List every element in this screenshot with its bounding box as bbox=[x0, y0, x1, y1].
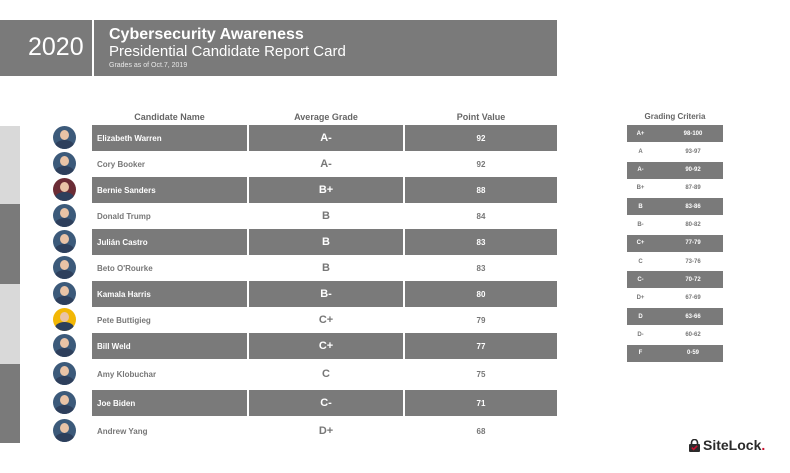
candidate-name: Cory Booker bbox=[92, 151, 247, 177]
table-row bbox=[92, 255, 557, 281]
criteria-row bbox=[627, 271, 723, 288]
sidebar-band bbox=[0, 364, 20, 443]
criteria-row bbox=[627, 143, 723, 160]
grades-date-note: Grades as of Oct.7, 2019 bbox=[109, 62, 188, 69]
column-header-grade: Average Grade bbox=[294, 112, 358, 122]
sidebar-band bbox=[0, 204, 20, 284]
criteria-row bbox=[627, 326, 723, 343]
candidate-grade: C- bbox=[249, 390, 403, 416]
criteria-row bbox=[627, 308, 723, 325]
candidate-name: Bernie Sanders bbox=[92, 177, 247, 203]
grading-criteria-title: Grading Criteria bbox=[644, 112, 706, 121]
criteria-grade: D- bbox=[637, 331, 644, 338]
bill-weld-avatar bbox=[53, 334, 76, 357]
criteria-range: 90-92 bbox=[685, 167, 701, 174]
criteria-row bbox=[627, 217, 723, 234]
candidate-grade: D+ bbox=[249, 418, 403, 444]
candidate-points: 79 bbox=[405, 307, 557, 333]
criteria-grade: B- bbox=[637, 222, 644, 228]
criteria-range: 73-76 bbox=[685, 258, 701, 265]
candidate-points: 75 bbox=[405, 361, 557, 387]
candidate-name: Andrew Yang bbox=[92, 418, 247, 444]
logo-text: SiteLock bbox=[703, 437, 762, 453]
donald-trump-avatar bbox=[53, 204, 76, 227]
candidate-name: Kamala Harris bbox=[92, 281, 247, 307]
candidate-points: 84 bbox=[405, 203, 557, 229]
table-row bbox=[92, 229, 557, 255]
candidate-grade: A- bbox=[249, 151, 403, 177]
candidate-points: 83 bbox=[405, 229, 557, 255]
table-row bbox=[92, 151, 557, 177]
candidate-grade: B bbox=[249, 203, 403, 229]
candidate-grade: B- bbox=[249, 281, 403, 307]
candidate-name: Joe Biden bbox=[92, 390, 247, 416]
criteria-range: 60-62 bbox=[685, 331, 701, 338]
candidate-points: 71 bbox=[405, 390, 557, 416]
criteria-range: 77-79 bbox=[685, 240, 701, 247]
candidate-grade: B+ bbox=[249, 177, 403, 203]
criteria-grade: B+ bbox=[636, 185, 645, 192]
criteria-grade: C- bbox=[637, 276, 644, 283]
candidate-grade: C+ bbox=[249, 307, 403, 333]
criteria-range: 87-89 bbox=[685, 185, 701, 192]
criteria-range: 63-66 bbox=[685, 313, 701, 320]
criteria-grade: B bbox=[638, 203, 643, 210]
logo-wordmark bbox=[703, 437, 765, 453]
report-subtitle: Presidential Candidate Report Card bbox=[109, 43, 346, 60]
criteria-range: 80-82 bbox=[685, 222, 701, 228]
cory-booker-avatar bbox=[53, 152, 76, 175]
criteria-row bbox=[627, 290, 723, 307]
criteria-row bbox=[627, 180, 723, 197]
criteria-range: 0-59 bbox=[686, 350, 699, 357]
report-header bbox=[0, 20, 557, 76]
andrew-yang-avatar bbox=[53, 419, 76, 442]
criteria-grade: C bbox=[638, 258, 643, 265]
criteria-grade: C+ bbox=[636, 240, 645, 247]
candidate-points: 80 bbox=[405, 281, 557, 307]
sidebar-band bbox=[0, 284, 20, 364]
table-row bbox=[92, 125, 557, 151]
criteria-row bbox=[627, 345, 723, 362]
candidate-name: Beto O'Rourke bbox=[92, 255, 247, 281]
criteria-grade: A bbox=[638, 148, 643, 155]
candidate-grade: B bbox=[249, 229, 403, 255]
criteria-grade: A+ bbox=[636, 130, 645, 137]
year-label: 2020 bbox=[28, 33, 84, 61]
table-row bbox=[92, 177, 557, 203]
criteria-grade: A- bbox=[637, 167, 644, 174]
candidate-points: 92 bbox=[405, 151, 557, 177]
criteria-range: 67-69 bbox=[685, 295, 701, 302]
criteria-grade: D+ bbox=[636, 295, 645, 302]
criteria-grade: D bbox=[638, 313, 643, 320]
candidate-name: Donald Trump bbox=[92, 203, 247, 229]
candidate-grade: A- bbox=[249, 125, 403, 151]
candidate-points: 88 bbox=[405, 177, 557, 203]
candidate-points: 92 bbox=[405, 125, 557, 151]
candidate-points: 83 bbox=[405, 255, 557, 281]
table-row bbox=[92, 307, 557, 333]
criteria-range: 98-100 bbox=[683, 130, 703, 137]
criteria-row bbox=[627, 162, 723, 179]
table-row bbox=[92, 361, 557, 387]
elizabeth-warren-avatar bbox=[53, 126, 76, 149]
logo-dot: . bbox=[761, 437, 766, 453]
table-row bbox=[92, 390, 557, 416]
criteria-range: 70-72 bbox=[685, 276, 701, 283]
candidate-name: Bill Weld bbox=[92, 333, 247, 359]
column-header-name: Candidate Name bbox=[134, 112, 205, 122]
criteria-row bbox=[627, 125, 723, 142]
candidate-points: 77 bbox=[405, 333, 557, 359]
candidate-grade: C bbox=[249, 361, 403, 387]
pete-buttigieg-avatar bbox=[53, 308, 76, 331]
julian-castro-avatar bbox=[53, 230, 76, 253]
candidate-name: Amy Klobuchar bbox=[92, 361, 247, 387]
table-row bbox=[92, 203, 557, 229]
table-row bbox=[92, 333, 557, 359]
sitelock-logo bbox=[688, 436, 765, 454]
candidate-name: Pete Buttigieg bbox=[92, 307, 247, 333]
candidate-name: Julián Castro bbox=[92, 229, 247, 255]
criteria-row bbox=[627, 235, 723, 252]
table-row bbox=[92, 281, 557, 307]
amy-klobuchar-avatar bbox=[53, 362, 76, 385]
beto-orourke-avatar bbox=[53, 256, 76, 279]
criteria-range: 83-86 bbox=[685, 203, 701, 210]
joe-biden-avatar bbox=[53, 391, 76, 414]
criteria-row bbox=[627, 253, 723, 270]
header-divider bbox=[92, 20, 94, 76]
column-header-points: Point Value bbox=[456, 112, 506, 122]
table-row bbox=[92, 418, 557, 444]
report-title: Cybersecurity Awareness bbox=[109, 26, 304, 43]
candidate-points: 68 bbox=[405, 418, 557, 444]
criteria-row bbox=[627, 198, 723, 215]
candidate-grade: B bbox=[249, 255, 403, 281]
candidate-grade: C+ bbox=[249, 333, 403, 359]
candidate-name: Elizabeth Warren bbox=[92, 125, 247, 151]
criteria-grade: F bbox=[638, 350, 643, 357]
sidebar-band bbox=[0, 126, 20, 204]
criteria-range: 93-97 bbox=[685, 148, 701, 155]
lock-icon bbox=[688, 439, 701, 452]
kamala-harris-avatar bbox=[53, 282, 76, 305]
bernie-sanders-avatar bbox=[53, 178, 76, 201]
